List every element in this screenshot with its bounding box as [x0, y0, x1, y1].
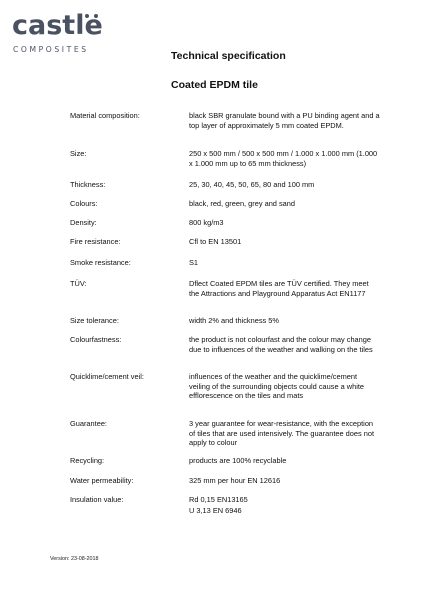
spec-row	[70, 419, 380, 456]
spec-value: 325 mm per hour EN 12616	[189, 476, 281, 485]
spec-value: black SBR granulate bound with a PU binding agent and a top layer of approximately 5 mm coated EPDM.	[189, 111, 380, 130]
spec-label: TÜV:	[70, 279, 87, 288]
spec-row	[70, 316, 380, 335]
spec-label: Colours:	[70, 199, 98, 208]
spec-row	[70, 199, 380, 218]
spec-value: the product is not colourfast and the colour may change due to influences of the weather and walking on the tiles	[189, 335, 373, 354]
spec-row	[70, 335, 380, 372]
spec-label: Density:	[70, 218, 97, 227]
spec-label: Quicklime/cement veil:	[70, 372, 144, 381]
castle-composites-logo	[12, 10, 132, 54]
spec-value: products are 100% recyclable	[189, 456, 287, 465]
spec-row	[70, 218, 380, 237]
spec-label: Material composition:	[70, 111, 140, 120]
spec-value: Dflect Coated EPDM tiles are TÜV certified. They meet the Attractions and Playground Apparatus Act EN1177	[189, 279, 369, 298]
logo-wordmark: castle	[12, 10, 103, 41]
spec-value: S1	[189, 258, 199, 267]
spec-row	[70, 111, 380, 149]
spec-row	[70, 180, 380, 199]
spec-value: 800 kg/m3	[189, 218, 224, 227]
product-name: Coated EPDM tile	[171, 79, 258, 91]
spec-label: Size:	[70, 149, 87, 158]
spec-label: Recycling:	[70, 456, 105, 465]
spec-row	[70, 258, 380, 279]
version-footer: Version: 23-08-2018	[50, 556, 99, 562]
spec-value: U 3,13 EN 6946	[189, 506, 242, 515]
spec-row	[70, 456, 380, 476]
spec-row	[70, 237, 380, 258]
spec-table	[70, 111, 380, 517]
spec-row	[70, 476, 380, 495]
spec-label: Insulation value:	[70, 495, 124, 504]
document-title: Technical specification	[171, 50, 286, 62]
spec-label: Fire resistance:	[70, 237, 121, 246]
spec-value: 250 x 500 mm / 500 x 500 mm / 1.000 x 1.000 mm (1.000 x 1.000 mm up to 65 mm thickness)	[189, 149, 378, 168]
spec-row	[70, 495, 380, 506]
spec-value: Cfl to EN 13501	[189, 237, 242, 246]
spec-label: Water permeability:	[70, 476, 134, 485]
spec-value: Rd 0,15 EN13165	[189, 495, 248, 504]
spec-value: 3 year guarantee for wear-resistance, with the exception of tiles that are used intensively. The guarantee does not apply to colour	[189, 419, 375, 448]
spec-label: Size tolerance:	[70, 316, 119, 325]
spec-label: Guarantee:	[70, 419, 107, 428]
spec-value: 25, 30, 40, 45, 50, 65, 80 and 100 mm	[189, 180, 315, 189]
spec-row	[70, 372, 380, 419]
spec-label	[70, 506, 189, 517]
spec-value: black, red, green, grey and sand	[189, 199, 295, 208]
spec-label: Smoke resistance:	[70, 258, 131, 267]
spec-value: width 2% and thickness 5%	[189, 316, 279, 325]
spec-label: Colourfastness:	[70, 335, 122, 344]
spec-value: influences of the weather and the quicklime/cement veiling of the surrounding objects could cause a white efflorescence on the tiles and mats	[189, 372, 365, 401]
spec-row	[70, 279, 380, 316]
logo-tagline: COMPOSITES	[13, 45, 89, 54]
spec-row	[70, 506, 380, 517]
spec-row	[70, 149, 380, 180]
spec-label: Thickness:	[70, 180, 106, 189]
